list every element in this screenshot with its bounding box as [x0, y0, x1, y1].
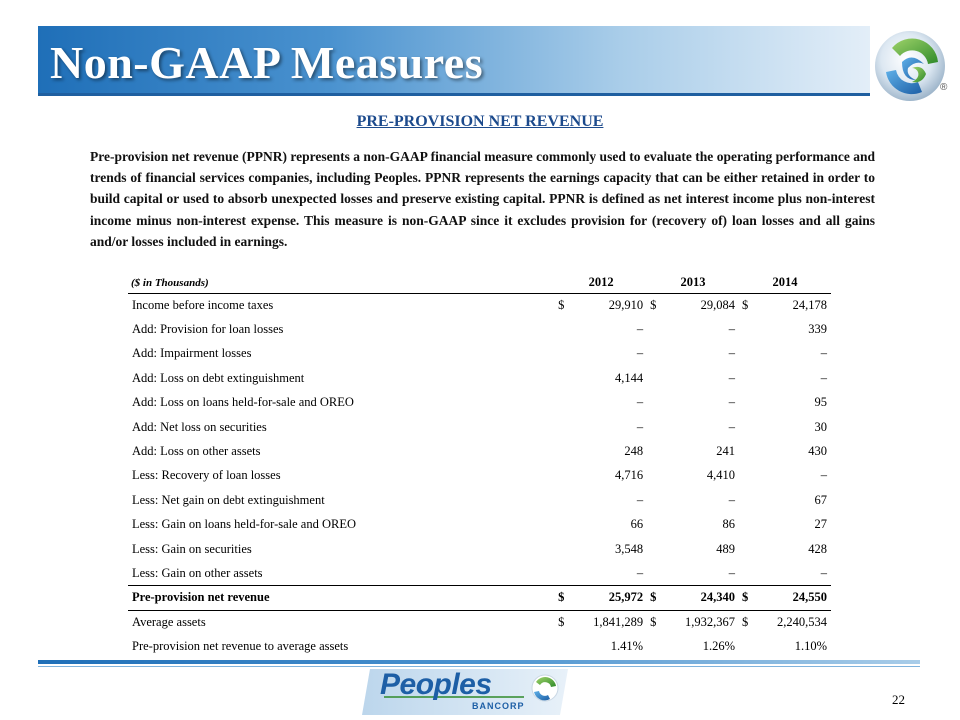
- value-2014: 428: [808, 541, 827, 556]
- currency-2014: $: [742, 297, 749, 312]
- currency-2013: [647, 634, 661, 658]
- value-2013: –: [728, 492, 736, 507]
- table-row: [128, 415, 831, 439]
- value-2014: 430: [808, 444, 827, 459]
- value-2012: –: [636, 492, 644, 507]
- currency-2013: [647, 488, 661, 512]
- currency-2013: [647, 537, 661, 561]
- row-label: Add: Impairment losses: [132, 346, 252, 361]
- value-2012: 1,841,289: [593, 615, 644, 630]
- currency-2012: [555, 488, 569, 512]
- row-label: Average assets: [132, 615, 206, 630]
- title-bar: [38, 26, 870, 96]
- currency-2012: $: [555, 586, 569, 610]
- value-2013: –: [728, 395, 736, 410]
- value-2012: 248: [624, 444, 644, 459]
- currency-2013: [647, 513, 661, 537]
- currency-2013: [647, 464, 661, 488]
- currency-2012: [555, 513, 569, 537]
- currency-2014: $: [742, 615, 749, 630]
- footer-brand-name: Peoples: [380, 668, 492, 701]
- currency-2012: [555, 317, 569, 341]
- row-label: Pre-provision net revenue: [128, 586, 555, 610]
- currency-2012: $: [558, 297, 565, 312]
- currency-2013: $: [647, 586, 661, 610]
- currency-2013: [647, 366, 661, 390]
- currency-2013: $: [650, 615, 657, 630]
- currency-2012: [555, 366, 569, 390]
- currency-2012: $: [558, 615, 565, 630]
- value-2013: 241: [716, 444, 736, 459]
- value-2014: 2,240,534: [777, 615, 827, 630]
- table-row: [128, 342, 831, 366]
- value-2012: 66: [630, 517, 644, 532]
- currency-2012: [555, 342, 569, 366]
- year-2013-header: 2013: [647, 273, 739, 293]
- currency-2014: [739, 561, 753, 585]
- value-2012: 1.41%: [610, 639, 644, 654]
- footer-divider: [38, 660, 920, 664]
- value-2013: 4,410: [706, 468, 736, 483]
- table-row: [128, 537, 831, 561]
- currency-2012: [555, 561, 569, 585]
- table-row: [128, 391, 831, 415]
- currency-2012: [555, 634, 569, 658]
- value-2014: 30: [814, 419, 827, 434]
- value-2014: 24,178: [792, 297, 827, 312]
- value-2013: 86: [722, 517, 736, 532]
- row-label: Less: Gain on loans held-for-sale and OREO: [132, 517, 356, 532]
- value-2013: –: [728, 322, 736, 337]
- value-2012: 25,972: [569, 586, 647, 610]
- row-label: Add: Net loss on securities: [132, 419, 267, 434]
- page-title: Non-GAAP Measures: [50, 37, 484, 88]
- currency-2014: [739, 342, 753, 366]
- currency-2012: [555, 439, 569, 463]
- total-row: [128, 586, 831, 610]
- value-2014: –: [820, 370, 827, 385]
- footer-brand-sub: BANCORP: [472, 701, 525, 711]
- intro-paragraph: Pre-provision net revenue (PPNR) represents a non-GAAP financial measure commonly used to evaluate the operating performance and trends of financial services companies, including Peoples. PPNR represents the earnings capacity that can be either retained in order to build capital or used to absorb unexpected losses and preserve existing capital. PPNR is defined as net interest income plus non-interest income minus non-interest expense. This measure is non-GAAP since it excludes provision for (recovery of) loan losses and all gains and/or losses included in earnings.: [90, 149, 875, 249]
- currency-2014: [739, 366, 753, 390]
- value-2013: –: [728, 565, 736, 580]
- row-label: Less: Gain on securities: [132, 541, 252, 556]
- value-2014: –: [820, 346, 827, 361]
- currency-2013: [647, 391, 661, 415]
- year-2014-header: 2014: [739, 273, 831, 293]
- table-row: [128, 293, 831, 317]
- row-label: Income before income taxes: [132, 297, 274, 312]
- table-row: [128, 634, 831, 658]
- value-2014: 1.10%: [794, 639, 827, 654]
- row-label: Less: Recovery of loan losses: [132, 468, 281, 483]
- currency-2014: [739, 317, 753, 341]
- currency-2014: [739, 439, 753, 463]
- currency-2014: [739, 634, 753, 658]
- value-2014: 339: [808, 322, 827, 337]
- value-2012: 4,144: [614, 370, 644, 385]
- row-label: Pre-provision net revenue to average assets: [132, 639, 349, 654]
- table-row: [128, 464, 831, 488]
- value-2014: 24,550: [753, 586, 831, 610]
- table-row: [128, 610, 831, 634]
- row-label: Add: Loss on loans held-for-sale and OREO: [132, 395, 354, 410]
- value-2012: –: [636, 565, 644, 580]
- table-header-row: [128, 273, 831, 293]
- value-2013: 1,932,367: [685, 615, 736, 630]
- section-heading: PRE-PROVISION NET REVENUE: [356, 113, 604, 130]
- value-2012: 4,716: [614, 468, 644, 483]
- currency-2012: [555, 391, 569, 415]
- table-row: [128, 439, 831, 463]
- row-label: Less: Gain on other assets: [132, 565, 263, 580]
- table-row: [128, 561, 831, 585]
- table-row: [128, 317, 831, 341]
- currency-2014: [739, 513, 753, 537]
- currency-2012: [555, 415, 569, 439]
- registered-mark: ®: [940, 82, 948, 93]
- row-label: Add: Loss on debt extinguishment: [132, 370, 305, 385]
- value-2012: 3,548: [614, 541, 644, 556]
- table-row: [128, 488, 831, 512]
- row-label: Add: Provision for loan losses: [132, 322, 284, 337]
- value-2012: 29,910: [608, 297, 644, 312]
- currency-2014: [739, 488, 753, 512]
- value-2012: –: [636, 419, 644, 434]
- table-row: [128, 513, 831, 537]
- currency-2014: [739, 391, 753, 415]
- currency-2013: $: [650, 297, 657, 312]
- value-2014: 95: [814, 395, 827, 410]
- value-2012: –: [636, 322, 644, 337]
- peoples-swirl-logo-icon: [872, 28, 948, 104]
- value-2014: 67: [814, 492, 827, 507]
- currency-2013: [647, 317, 661, 341]
- row-label: Add: Loss on other assets: [132, 444, 261, 459]
- currency-2012: [555, 464, 569, 488]
- value-2013: 489: [716, 541, 736, 556]
- value-2012: –: [636, 346, 644, 361]
- value-2013: –: [728, 419, 736, 434]
- value-2012: –: [636, 395, 644, 410]
- ppnr-table: [128, 273, 831, 659]
- value-2013: 24,340: [661, 586, 739, 610]
- year-2012-header: 2012: [555, 273, 647, 293]
- value-2013: –: [728, 370, 736, 385]
- row-label: Less: Net gain on debt extinguishment: [132, 492, 325, 507]
- currency-2013: [647, 561, 661, 585]
- currency-2013: [647, 415, 661, 439]
- value-2014: 27: [814, 517, 827, 532]
- table-row: [128, 366, 831, 390]
- currency-2014: [739, 537, 753, 561]
- currency-2014: $: [739, 586, 753, 610]
- value-2014: –: [820, 565, 827, 580]
- value-2013: –: [728, 346, 736, 361]
- value-2013: 1.26%: [702, 639, 736, 654]
- currency-2012: [555, 537, 569, 561]
- currency-2013: [647, 439, 661, 463]
- page-number: 22: [892, 692, 905, 707]
- currency-2014: [739, 464, 753, 488]
- value-2013: 29,084: [700, 297, 736, 312]
- unit-label: ($ in Thousands): [128, 273, 555, 293]
- currency-2013: [647, 342, 661, 366]
- currency-2014: [739, 415, 753, 439]
- value-2014: –: [820, 468, 827, 483]
